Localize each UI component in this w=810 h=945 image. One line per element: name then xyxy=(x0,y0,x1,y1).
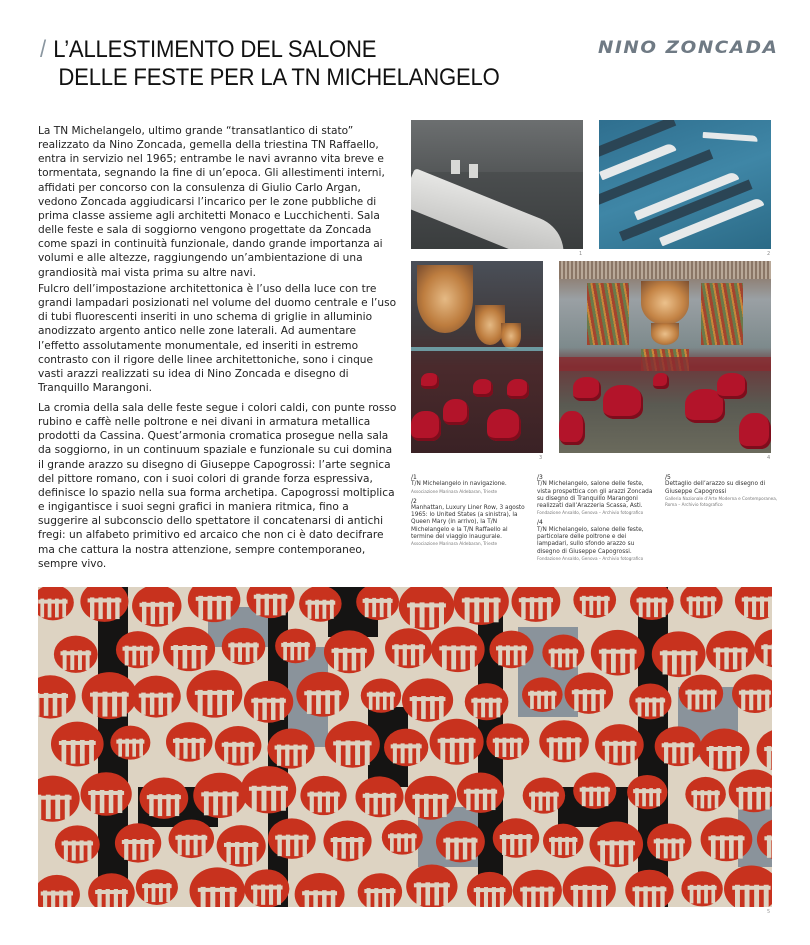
tapestry-glyph-bar xyxy=(549,649,578,653)
tapestry-glyph-bar xyxy=(736,788,771,792)
tapestry-glyph-bar xyxy=(764,747,772,751)
ship xyxy=(703,132,758,142)
tapestry-glyph-bar xyxy=(519,598,553,602)
tapestry-glyph-bar xyxy=(392,645,425,649)
caption-text: Dettaglio dell’arazzo su disegno di Giuseppe Capogrossi xyxy=(665,481,766,495)
tapestry-glyph-bar xyxy=(38,694,68,698)
tapestry-glyph-bar xyxy=(414,883,450,887)
photo-number: 3 xyxy=(539,455,543,461)
tapestry-glyph-bar xyxy=(598,841,636,845)
tapestry-glyph-bar xyxy=(388,834,417,838)
tapestry-glyph-bar xyxy=(685,691,716,695)
tapestry-glyph-bar xyxy=(222,743,255,747)
photo-ship-at-sea xyxy=(411,120,583,249)
caption-text: Manhattan, Luxury Liner Row, 3 agosto 1965: lo United States (a sinistra), la Queen Mary (in arrivo), la T/N Michelangelo e la T/N Raffaello al termine del viaggio inaugurale. xyxy=(411,504,525,541)
tapestry-glyph-bar xyxy=(307,793,339,797)
caption-1 xyxy=(411,474,531,495)
armchair xyxy=(717,373,747,399)
tapestry-glyph-bar xyxy=(38,796,72,800)
ship-funnel xyxy=(451,160,460,174)
tapestry-glyph-bar xyxy=(275,836,308,840)
armchair xyxy=(507,379,529,399)
tapestry-glyph-bar xyxy=(528,692,556,696)
ship-funnel xyxy=(469,164,478,178)
tapestry-glyph-bar xyxy=(529,793,559,797)
tapestry-glyph-bar xyxy=(95,890,128,894)
tapestry-glyph-bar xyxy=(88,791,124,795)
tapestry-glyph-bar xyxy=(412,795,448,799)
armchair xyxy=(473,379,493,397)
tapestry-glyph-bar xyxy=(251,886,283,890)
tapestry-glyph-bar xyxy=(198,888,237,892)
tapestry-glyph-bar xyxy=(224,843,258,847)
tapestry-glyph-bar xyxy=(364,889,395,893)
tapestry-glyph-bar xyxy=(147,795,181,799)
caption-text: T/N Michelangelo, salone delle feste, vista prospettica con gli arazzi Zoncada su disegno di Tranquillo Marangoni realizzati dall’Arazzeria Scassa, Asti. xyxy=(537,481,653,510)
tapestry-glyph-bar xyxy=(572,690,606,694)
tapestry-glyph-bar xyxy=(580,597,610,601)
tapestry-glyph-bar xyxy=(391,744,422,748)
armchair xyxy=(603,385,643,419)
tapestry-glyph-bar xyxy=(706,747,741,751)
tapestry-glyph-bar xyxy=(173,739,206,743)
photo-number: 1 xyxy=(579,251,583,257)
tapestry-glyph-bar xyxy=(304,691,341,695)
photo-number: 4 xyxy=(767,455,771,461)
tapestry-glyph-bar xyxy=(580,788,610,792)
body-paragraph-2 xyxy=(38,282,400,395)
tapestry-glyph-bar xyxy=(196,597,233,601)
tapestry-glyph-bar xyxy=(571,886,608,890)
tapestry-glyph-bar xyxy=(637,598,668,602)
caption-column-2 xyxy=(537,474,657,565)
light-strip xyxy=(411,347,543,351)
caption-2 xyxy=(411,498,531,548)
caption-column-1 xyxy=(411,474,531,550)
tapestry-glyph-bar xyxy=(691,791,719,795)
photo-salone-perspective xyxy=(559,261,771,453)
tapestry-glyph-bar xyxy=(708,836,744,840)
wall-tapestry xyxy=(701,283,743,345)
tapestry-glyph-bar xyxy=(654,839,685,843)
caption-4 xyxy=(537,519,657,561)
caption-number: /3 xyxy=(537,474,543,481)
tapestry-glyph-bar xyxy=(228,643,259,647)
caption-number: /4 xyxy=(537,519,543,527)
ship-hull xyxy=(411,168,574,249)
tapestry-glyph-bar xyxy=(632,887,666,891)
nino-zoncada-logo: NINO ZONCADA xyxy=(598,38,779,58)
armchair xyxy=(573,377,601,401)
chandelier xyxy=(417,265,473,333)
tapestry-glyph-bar xyxy=(275,746,308,750)
back-wall xyxy=(559,357,771,371)
tapestry-glyph-bar xyxy=(439,646,476,650)
armchair xyxy=(653,373,669,389)
caption-column-3 xyxy=(665,474,790,511)
armchair xyxy=(487,409,521,441)
tapestry-glyph-bar xyxy=(493,739,523,743)
photo-number: 5 xyxy=(767,909,771,915)
tapestry-glyph-bar xyxy=(38,600,67,604)
tapestry-glyph-bar xyxy=(171,646,207,650)
tapestry-glyph-bar xyxy=(88,598,122,602)
armchair xyxy=(411,411,441,441)
tapestry-glyph-bar xyxy=(471,699,502,703)
caption-number: /2 xyxy=(411,497,417,505)
tapestry-glyph-bar xyxy=(599,650,637,654)
caption-5 xyxy=(665,474,790,508)
chandelier xyxy=(501,323,521,349)
tapestry-glyph-bar xyxy=(201,792,238,796)
tapestry-glyph-bar xyxy=(90,693,129,697)
tapestry-glyph-bar xyxy=(520,888,554,892)
tapestry-pattern xyxy=(38,587,772,907)
tapestry-glyph-bar xyxy=(302,891,337,895)
caption-source: Fondazione Ansaldo, Genova – Archivio fotografico xyxy=(537,510,644,516)
caption-source: Galleria Nazionale d’Arte Moderna e Contemporanea, Roma – Archivio fotografico xyxy=(665,495,778,507)
tapestry-glyph-bar xyxy=(62,841,93,845)
tapestry-glyph-bar xyxy=(363,794,397,798)
armchair xyxy=(739,413,771,449)
tapestry-glyph-bar xyxy=(443,839,477,843)
tapestry-glyph-bar xyxy=(305,601,335,605)
tapestry-glyph-bar xyxy=(739,691,771,695)
wall-tapestry xyxy=(587,283,629,345)
tapestry-glyph-bar xyxy=(139,603,174,607)
tapestry-glyph-bar xyxy=(635,698,665,702)
photo-number: 2 xyxy=(767,251,771,257)
tapestry-glyph-bar xyxy=(367,693,395,697)
tapestry-glyph-bar xyxy=(438,739,476,743)
caption-number: /5 xyxy=(665,474,671,481)
tapestry-glyph-bar xyxy=(333,741,371,745)
tapestry-glyph-bar xyxy=(660,651,698,655)
body-paragraph-1 xyxy=(38,124,400,280)
tapestry-glyph-bar xyxy=(175,836,207,840)
chandelier xyxy=(651,323,679,345)
body-paragraph-3 xyxy=(38,401,400,571)
photo-sky xyxy=(411,120,583,172)
tapestry-glyph-bar xyxy=(59,741,96,745)
caption-source: Associazione Marinara Aldebaran, Trieste xyxy=(411,541,498,547)
tapestry-glyph-bar xyxy=(195,691,234,695)
tapestry-glyph-bar xyxy=(254,595,288,599)
armchair xyxy=(559,411,585,445)
tapestry-glyph-bar xyxy=(764,836,772,840)
tapestry-glyph-bar xyxy=(474,888,506,892)
paragraph-text: La cromia della sala delle feste segue i colori caldi, con punte rosso rubino e caffè nelle poltrone e nei divani in armatura metallica prodotti da Cassina. Quest’armonia cromatica prosegue nella sala da soggiorno, in un continuum spaziale e funzionale su cui domina il grande arazzo su disegno di Giuseppe Capogrossi: l’arte segnica del pittore romano, con i suoi colori di grande forza espressiva, definisce lo spazio nella sua forma archetipa. Capogrossi moltiplica e ingigantisce i suoi segni grafici in maniera ritmica, fino a suggerire al subconscio dello spettatore il concatenarsi di antichi fregi: un alfabeto primitivo ed arcaico che non ci è dato decifrare ma che cattura la nostra attenzione, sempre contemporaneo, sempre vivo. xyxy=(38,402,397,570)
tapestry-glyph-bar xyxy=(410,697,446,701)
tapestry-glyph-bar xyxy=(688,886,717,890)
tapestry-glyph-bar xyxy=(331,838,365,842)
ceiling-grid xyxy=(559,261,771,279)
tapestry-glyph-bar xyxy=(602,742,636,746)
tapestry-glyph-bar xyxy=(281,643,310,647)
tapestry-glyph-bar xyxy=(251,699,286,703)
title-line-2: DELLE FESTE PER LA TN MICHELANGELO xyxy=(58,64,500,91)
title-line-1: L’ALLESTIMENTO DEL SALONE xyxy=(53,36,377,63)
tapestry-glyph-bar xyxy=(633,789,661,793)
tapestry-glyph-bar xyxy=(363,599,393,603)
tapestry-glyph-bar xyxy=(687,597,717,601)
tapestry-glyph-bar xyxy=(139,694,174,698)
tapestry-glyph-bar xyxy=(713,648,747,652)
tapestry-glyph-bar xyxy=(116,740,144,744)
tapestry-glyph-bar xyxy=(742,598,772,602)
tapestry-glyph-bar xyxy=(123,647,154,651)
tapestry-glyph-bar xyxy=(60,651,91,655)
tapestry-glyph-bar xyxy=(332,649,367,653)
tapestry-glyph-bar xyxy=(142,884,172,888)
paragraph-text: Fulcro dell’impostazione architettonica è l’uso della luce con tre grandi lampadari posizionati nel volume del duomo centrale e l’uso di tubi fluorescenti inseriti in uno schema di griglie in alluminio anodizzato argento antico nelle zone laterali. Ad aumentare l’effetto assolutamente monumentale, ed inseriti in estremo contrasto con il rigore delle linee architettoniche, sono i cinque vasti arazzi realizzati su idea di Nino Zoncada e disegno di Tranquillo Marangoni. xyxy=(38,283,397,395)
photo-capogrossi-tapestry xyxy=(38,587,772,907)
tapestry-glyph-bar xyxy=(249,787,288,791)
title-slash: / xyxy=(40,36,46,63)
tapestry-glyph-bar xyxy=(496,646,527,650)
armchair xyxy=(443,399,469,425)
photo-manhattan-piers xyxy=(599,120,771,249)
caption-source: Fondazione Ansaldo, Genova – Archivio fotografico xyxy=(537,555,644,561)
tapestry-glyph-bar xyxy=(662,743,695,747)
caption-source: Associazione Marinara Aldebaran, Trieste xyxy=(411,488,498,494)
chandelier xyxy=(641,281,689,325)
tapestry-glyph-bar xyxy=(732,886,770,890)
caption-text: T/N Michelangelo, salone delle feste, particolare delle poltrone e dei lampadari, sullo sfondo arazzo su disegno di Giuseppe Capogrossi. xyxy=(537,526,644,555)
tapestry-glyph-bar xyxy=(122,840,154,844)
tapestry-glyph-bar xyxy=(761,645,772,649)
caption-text: T/N Michelangelo in navigazione. xyxy=(411,481,507,488)
tapestry-glyph-bar xyxy=(500,835,533,839)
tapestry-glyph-bar xyxy=(407,603,446,607)
page-title xyxy=(40,36,500,92)
tapestry-glyph-bar xyxy=(547,738,582,742)
tapestry-glyph-bar xyxy=(464,790,497,794)
caption-number: /1 xyxy=(411,474,417,481)
paragraph-text: La TN Michelangelo, ultimo grande “transatlantico di stato” realizzato da Nino Zoncada, gemella della triestina TN Raffaello, entra in servizio nel 1965; entrambe le navi avranno vita breve e tormentata, segnando la fine di un’epoca. Gli allestimenti interni, affidati per concorso con la consulenza di Giulio Carlo Argan, vedono Zoncada aggiudicarsi l’incarico per le zone pubbliche di prima classe assieme agli architetti Monaco e Lucchichenti. Sala delle feste e sala di soggiorno vengono progettate da Zoncada come spazi in continuità funzionale, dando grande importanza ai volumi e alle altezze, raggiungendo un’ambientazione di una grandiosità mai vista prima su altre navi. xyxy=(38,125,385,279)
tapestry-glyph-bar xyxy=(549,838,577,842)
armchair xyxy=(421,373,439,389)
tapestry-glyph-bar xyxy=(462,598,501,602)
photo-salone-chandeliers xyxy=(411,261,543,453)
tapestry-glyph-bar xyxy=(41,891,73,895)
caption-3 xyxy=(537,474,657,516)
